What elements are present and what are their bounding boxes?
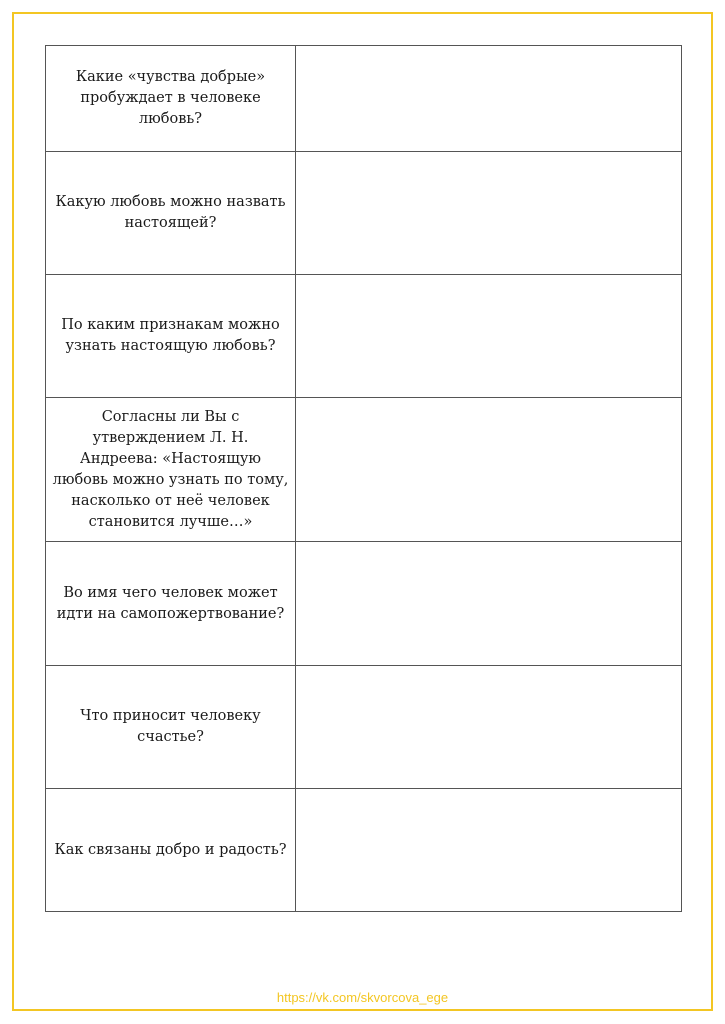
- question-cell: Какие «чувства добрые» пробуждает в человеке любовь?: [46, 46, 296, 152]
- table-row: [46, 666, 682, 789]
- question-cell: По каким признакам можно узнать настоящую любовь?: [46, 275, 296, 398]
- answer-cell[interactable]: [296, 789, 682, 912]
- answer-cell[interactable]: [296, 398, 682, 542]
- question-cell: Согласны ли Вы с утверждением Л. Н. Андреева: «Настоящую любовь можно узнать по тому, насколько от неё человек становится лучше…»: [46, 398, 296, 542]
- table-row: [46, 789, 682, 912]
- table-row: [46, 398, 682, 542]
- answer-cell[interactable]: [296, 46, 682, 152]
- question-cell: Какую любовь можно назвать настоящей?: [46, 152, 296, 275]
- table-row: [46, 275, 682, 398]
- answer-cell[interactable]: [296, 542, 682, 666]
- answer-cell[interactable]: [296, 275, 682, 398]
- answer-cell[interactable]: [296, 152, 682, 275]
- question-cell: Во имя чего человек может идти на самопожертвование?: [46, 542, 296, 666]
- question-answer-table: [45, 45, 682, 912]
- footer-link[interactable]: https://vk.com/skvorcova_ege: [276, 990, 449, 1005]
- table-row: [46, 152, 682, 275]
- question-cell: Что приносит человеку счастье?: [46, 666, 296, 789]
- question-cell: Как связаны добро и радость?: [46, 789, 296, 912]
- table-row: [46, 46, 682, 152]
- answer-cell[interactable]: [296, 666, 682, 789]
- table-row: [46, 542, 682, 666]
